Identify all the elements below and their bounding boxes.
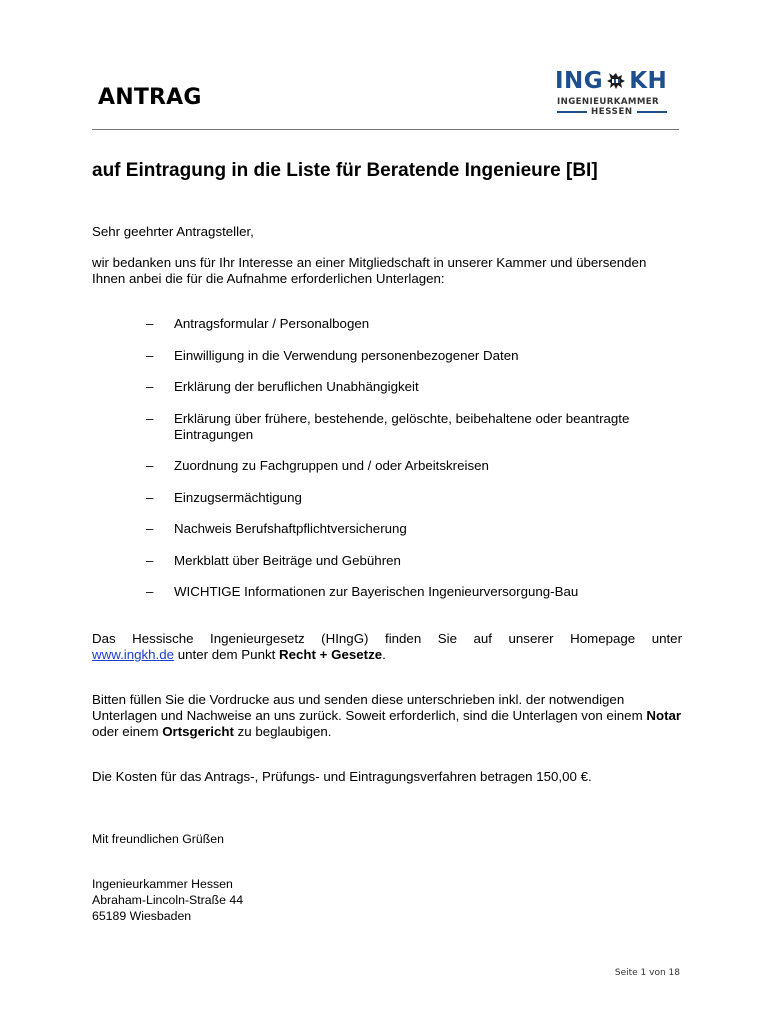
address-org: Ingenieurkammer Hessen (92, 877, 233, 891)
list-item-text: Antragsformular / Personalbogen (174, 316, 370, 331)
homepage-link[interactable]: www.ingkh.de (92, 647, 175, 662)
logo-rule-right (637, 111, 667, 113)
list-item (92, 316, 682, 332)
law-mid-text: unter dem Punkt (174, 647, 280, 662)
list-item-text: Einwilligung in die Verwendung personenbezogener Daten (174, 347, 519, 363)
salutation: Sehr geehrter Antragsteller, (92, 224, 254, 239)
bullet-dash: – (146, 316, 154, 331)
intro-paragraph: wir bedanken uns für Ihr Interesse an einer Mitgliedschaft in unserer Kammer und übersenden Ihnen anbei die für die Aufnahme erforderlichen Unterlagen: (92, 255, 647, 286)
list-item-text: Erklärung der beruflichen Unabhängigkeit (174, 379, 419, 394)
bullet-dash: – (146, 379, 154, 394)
forms-text-1: Bitten füllen Sie die Vordrucke aus und senden diese unterschrieben inkl. der notwendigen Unterlagen und Nachweise an uns zurück. Soweit erforderlich, sind die Unterlagen von einem (92, 692, 647, 723)
list-item-text: Erklärung über frühere, bestehende, gelöschte, beibehaltene oder beantragte Eintragungen (174, 410, 630, 442)
bullet-dash: – (146, 584, 154, 599)
list-item (92, 521, 682, 537)
logo-state: HESSEN (591, 107, 633, 117)
list-item (92, 348, 682, 364)
law-line-2 (92, 647, 682, 663)
bullet-dash: – (146, 489, 154, 505)
law-line-1: Das Hessische Ingenieurgesetz (HIngG) finden Sie auf unserer Homepage unter (92, 631, 682, 646)
bullet-dash: – (146, 458, 154, 473)
forms-text-3: zu beglaubigen. (233, 724, 332, 739)
list-item (92, 379, 682, 395)
law-section-name: Recht + Gesetze (279, 647, 383, 662)
list-item (92, 411, 682, 443)
page-number: Seite 1 von 18 (614, 968, 680, 978)
list-item (92, 458, 682, 474)
list-item (92, 584, 682, 600)
law-paragraph (92, 631, 682, 663)
forms-paragraph (92, 692, 682, 740)
logo-wordmark-left: ING (555, 68, 604, 94)
address-city: 65189 Wiesbaden (92, 909, 192, 923)
law-end-text: . (382, 647, 386, 662)
list-item-text: Merkblatt über Beiträge und Gebühren (174, 552, 401, 568)
bullet-dash: – (146, 410, 154, 426)
list-item-text: WICHTIGE Informationen zur Bayerischen Ingenieurversorgung-Bau (174, 584, 579, 599)
bullet-dash: – (146, 347, 154, 363)
bullet-dash: – (146, 521, 154, 536)
closing-greeting: Mit freundlichen Grüßen (92, 832, 224, 846)
header-divider (92, 129, 679, 130)
logo-state-row (557, 107, 671, 117)
lion-icon (605, 70, 627, 92)
sender-address (92, 876, 682, 924)
page-title: ANTRAG (98, 85, 202, 110)
forms-ortsgericht: Ortsgericht (162, 724, 234, 739)
logo-name: INGENIEURKAMMER (557, 97, 660, 107)
list-item-text: Zuordnung zu Fachgruppen und / oder Arbeitskreisen (174, 458, 489, 473)
logo-wordmark-right: KH (629, 68, 668, 94)
forms-notar: Notar (646, 708, 682, 723)
document-list (92, 316, 682, 616)
list-item-text: Nachweis Berufshaftpflichtversicherung (174, 521, 407, 536)
bullet-dash: – (146, 552, 154, 568)
logo-rule-left (557, 111, 587, 113)
forms-text-2: oder einem (92, 724, 163, 739)
ingkh-logo (555, 68, 671, 120)
list-item-text: Einzugsermächtigung (174, 489, 302, 505)
costs-paragraph: Die Kosten für das Antrags-, Prüfungs- und Eintragungsverfahren betragen 150,00 €. (92, 769, 592, 784)
list-item (92, 553, 682, 569)
document-subtitle: auf Eintragung in die Liste für Beratende Ingenieure [BI] (92, 160, 598, 181)
address-street: Abraham-Lincoln-Straße 44 (92, 893, 244, 907)
list-item (92, 490, 682, 506)
